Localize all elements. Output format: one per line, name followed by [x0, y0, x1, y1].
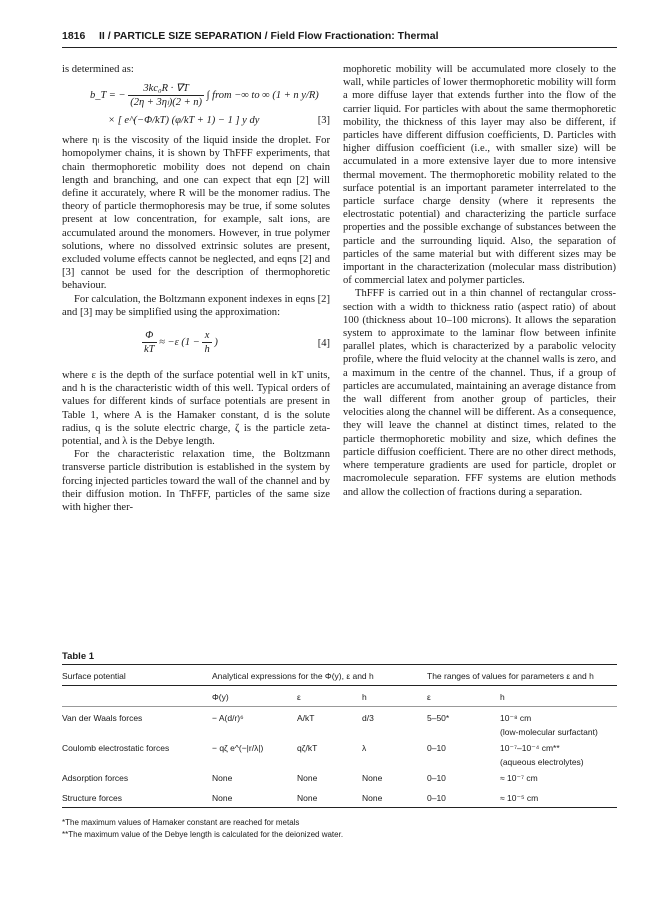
intro-text: is determined as: — [62, 64, 134, 75]
row-cell — [500, 743, 584, 767]
paragraph-channel: ThFFF is carried out in a thin channel of rectangular cross-section with a width to thickness ratio (aspect ratio) of about 100 (thickness about 10–100 microns). It allows the separation system to approximate to the laminar flow between infinite parallel plates, which is characterized by a parabolic velocity profile, where the fluid velocity at the channel walls is zero, and a maximum in the centre of the channel. Thus, if a group of particles are accumulated, maintaining an average distance from the wall different from another group of particles, their velocities along the channel will be different. As a consequence, they will leave the channel at distinct times, related to the particle thermophoretic mobility and size, which defines the particle diffusion coefficient. There are no other direct methods, where temperature gradients are used for particle, droplet or macromolecule separation. FFF systems are elution methods and allow the collection of fractions during a separation. — [343, 288, 616, 498]
equation-3 — [62, 76, 330, 134]
subheader-eps-range: ε — [427, 692, 431, 702]
eq3-integral: ∫ from −∞ to ∞ (1 + n y/R) — [206, 90, 319, 102]
paragraph-relaxation: For the characteristic relaxation time, the Boltzmann transverse particle distribution is established in the system by forcing injected particles toward the wall of the channel and by their diffusion motion. In ThFFF, particles of the same size with higher ther- — [62, 449, 330, 514]
eq4-paren-right: ) — [214, 337, 218, 349]
paragraph-boltzmann: For calculation, the Boltzmann exponent indexes in eqns [2] and [3] may be simplified using the approximation: — [62, 293, 330, 318]
eq4-lhs-num: Φ — [142, 329, 157, 343]
row-cell: 0–10 — [427, 743, 446, 753]
eq3-label: [3] — [317, 115, 330, 127]
eq3-lhs: b_T = − — [90, 90, 126, 102]
row-cell: None — [297, 773, 318, 783]
row-cell: λ — [362, 743, 367, 753]
equation-4 — [62, 319, 330, 369]
eq4-rhs-fraction — [202, 329, 211, 356]
row-cell: None — [362, 793, 383, 803]
row-cell-value: 10⁻⁸ cm — [500, 713, 532, 723]
eq4-x: x — [202, 329, 211, 343]
row-cell: d/3 — [362, 713, 374, 723]
row-cell: None — [212, 773, 233, 783]
running-header — [62, 27, 617, 48]
row-cell: − qζ e^(−|r/λ|) — [212, 743, 264, 753]
table-header-row — [62, 665, 617, 686]
right-column — [343, 63, 616, 499]
table-row — [62, 767, 617, 787]
table-row — [62, 737, 617, 767]
row-cell — [500, 713, 598, 737]
row-cell: 0–10 — [427, 793, 446, 803]
table-row — [62, 707, 617, 737]
left-column — [62, 63, 330, 514]
eq3-denominator: (2η + 3ηₗ)(2 + n) — [130, 97, 203, 109]
running-title: II / PARTICLE SIZE SEPARATION / Field Flow Fractionation: Thermal — [99, 30, 439, 42]
row-cell-note: (aqueous electrolytes) — [500, 757, 584, 767]
row-cell-value: 10⁻⁷–10⁻⁴ cm** — [500, 743, 560, 753]
table-subheader-row — [62, 686, 617, 707]
row-cell: 5–50* — [427, 713, 450, 723]
row-cell: ≈ 10⁻⁵ cm — [500, 793, 539, 803]
paragraph-viscosity: where ηₗ is the viscosity of the liquid inside the droplet. For homopolymer chains, it is shown by ThFFF experiments, that chain thermophoretic mobility does not depend on chain length and branching, and one can expect that eqn [2] will define it accurately, where R will be the monomer radius. The theory of particle thermophoresis may be true, if some solutes present at low concentration, for example, salt ions, are accumulated around the monomers. However, in true polymer solutions, where no dissolved extrinsic solutes are present, excluded volume effects cannot be neglected, and eqns [2] and [3] cannot be used for the description of thermophoretic behaviour. — [62, 135, 330, 292]
eq4-relation: ≈ −ε — [159, 337, 179, 349]
eq3-fraction — [128, 82, 204, 109]
table-1 — [62, 664, 617, 808]
row-cell: None — [297, 793, 318, 803]
row-cell: − A(d/r)⁶ — [212, 713, 244, 723]
eq4-h: h — [204, 344, 210, 356]
row-cell-note: (low-molecular surfactant) — [500, 727, 598, 737]
row-cell: qζ/kT — [297, 743, 318, 753]
row-cell: Structure forces — [62, 793, 122, 803]
row-cell: Adsorption forces — [62, 773, 129, 783]
subheader-h-range: h — [500, 692, 505, 702]
eq3-numerator: 3kc₀R · ∇T — [128, 82, 204, 96]
subheader-eps: ε — [297, 692, 301, 702]
eq4-paren-left: (1 − — [181, 337, 200, 349]
eq4-lhs-den: kT — [144, 344, 155, 356]
row-cell: Coulomb electrostatic forces — [62, 743, 170, 753]
page-number: 1816 — [62, 30, 86, 42]
header-surface-potential: Surface potential — [62, 671, 126, 681]
eq3-line2: × [ e^(−Φ/kT) (φ/kT + 1) − 1 ] y dy — [108, 115, 260, 127]
row-cell: A/kT — [297, 713, 315, 723]
paragraph-mobility: mophoretic mobility will be accumulated more closely to the wall, while particles of lower thermophoretic mobility will form a more diffuse layer that extends further into the flow of the carrier liquid. For particles with about the same thermophoretic mobility, the thickness of this layer may also be different, if particles have different diffusion coefficients, D. Particles with higher diffusion coefficient (i.e., with smaller size) will be accumulated in a more extensive layer due to more intensive thermal movement. The thermophoretic mobility related to the surface potential is an important parameter interrelated to the particle surface charge density (where it represents the electrostatic potential) and characterizing the particle surface properties and the possible exchange of substances between the particle and the surrounding liquid. Also, the separation of particles of the same material but with different sizes may be important in the characterization (molecular mass distribution) of commercial latex and polymer particles. — [343, 64, 616, 287]
row-cell: ≈ 10⁻⁷ cm — [500, 773, 538, 783]
row-cell: None — [362, 773, 383, 783]
footnote-debye: **The maximum value of the Debye length is calculated for the deionized water. — [62, 830, 344, 839]
footnote-hamaker: *The maximum values of Hamaker constant are reached for metals — [62, 818, 300, 827]
row-cell: None — [212, 793, 233, 803]
row-cell: Van der Waals forces — [62, 713, 143, 723]
table-title: Table 1 — [62, 651, 95, 662]
subheader-phi: Φ(y) — [212, 692, 229, 702]
row-cell: 0–10 — [427, 773, 446, 783]
paragraph-surface-potential: where ε is the depth of the surface potential well in kT units, and h is the characteristic width of this well. Typical orders of values for different kinds of surface potentials are present in Table 1, where A is the Hamaker constant, d is the solute radius, q is the solute electric charge, ζ is the particle zeta-potential, and λ is the Debye length. — [62, 370, 330, 448]
eq4-lhs-fraction — [142, 329, 157, 356]
subheader-h: h — [362, 692, 367, 702]
eq4-label: [4] — [317, 338, 330, 350]
header-analytical: Analytical expressions for the Φ(y), ε and h — [212, 671, 374, 681]
header-ranges: The ranges of values for parameters ε and h — [427, 671, 594, 681]
table-row — [62, 787, 617, 807]
